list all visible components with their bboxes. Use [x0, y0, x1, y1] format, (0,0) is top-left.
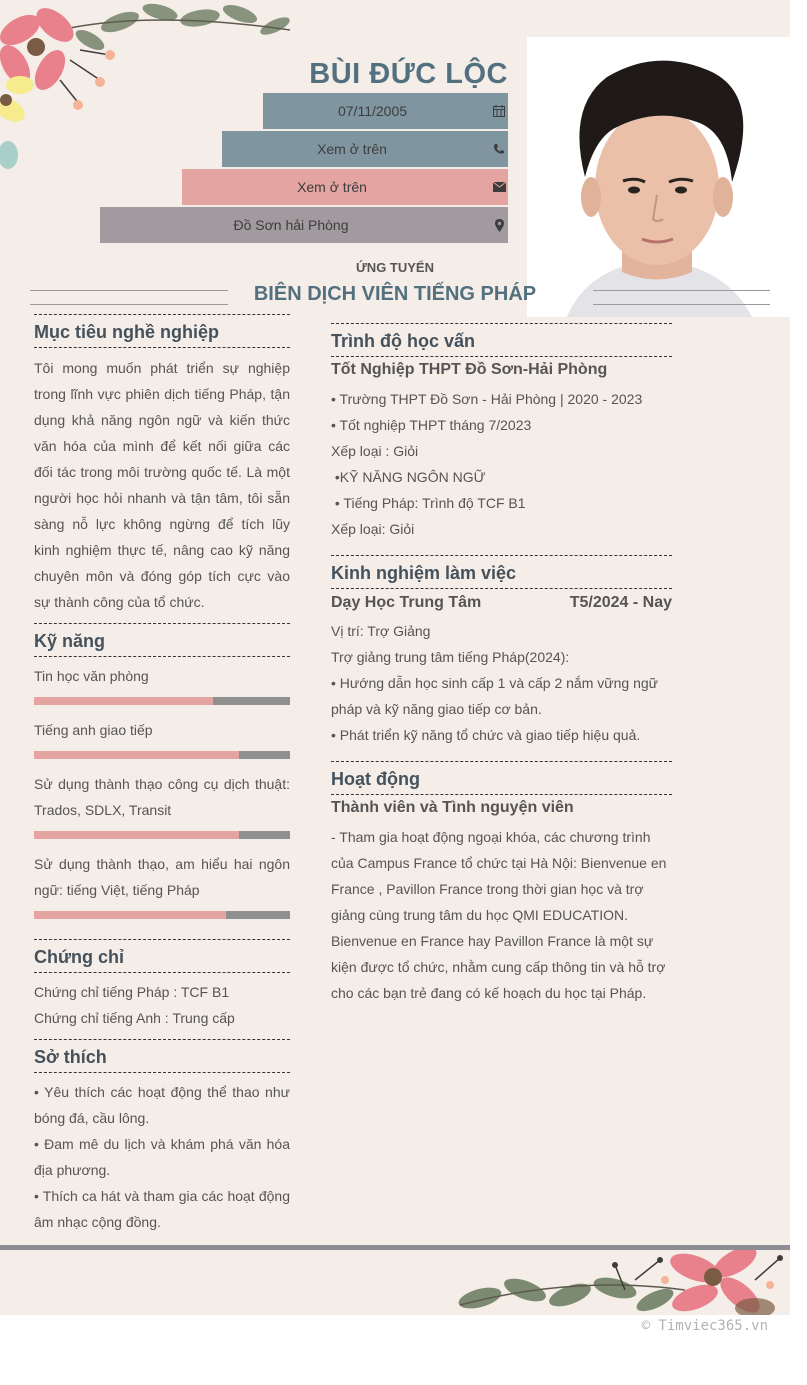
floral-decoration-bottom — [455, 1250, 790, 1315]
experience-period: T5/2024 - Nay — [569, 594, 672, 611]
education-line: •KỸ NĂNG NGÔN NGỮ — [331, 469, 486, 485]
address-bar — [100, 207, 508, 243]
watermark: © Timviec365.vn — [641, 1318, 768, 1334]
skill-bar-fill — [34, 697, 213, 705]
education-line: • Tốt nghiệp THPT tháng 7/2023 — [331, 417, 532, 433]
address-text: Đồ Sơn hải Phòng — [233, 217, 349, 233]
divider-left-2 — [30, 304, 228, 305]
education-heading: Trình độ học vấn — [331, 323, 672, 357]
hobby-item: • Thích ca hát và tham gia các hoạt động âm nhạc cộng đồng. — [34, 1188, 290, 1230]
skill-bar-fill — [34, 911, 226, 919]
candidate-name: BÙI ĐỨC LỘC — [309, 58, 508, 90]
hobby-item: • Đam mê du lịch và khám phá văn hóa địa phương. — [34, 1136, 290, 1178]
skills-heading: Kỹ năng — [34, 623, 290, 657]
skill-bar — [34, 831, 290, 839]
skill-label: Tiếng anh giao tiếp — [34, 722, 153, 738]
email-bar — [182, 169, 508, 205]
divider-right-2 — [593, 304, 770, 305]
phone-icon — [492, 142, 506, 156]
hobby-item: • Yêu thích các hoạt động thể thao như bóng đá, cầu lông. — [34, 1084, 290, 1126]
hobbies-list — [34, 1079, 290, 1235]
hobbies-heading: Sở thích — [34, 1039, 290, 1073]
skill-bar-fill — [34, 751, 239, 759]
experience-company: Dạy Học Trung Tâm — [331, 594, 482, 611]
experience-line: • Hướng dẫn học sinh cấp 1 và cấp 2 nắm vững ngữ pháp và kỹ năng giao tiếp cơ bản. — [331, 675, 659, 717]
certificate-item: Chứng chỉ tiếng Pháp : TCF B1 — [34, 984, 230, 1000]
experience-line: • Phát triển kỹ năng tổ chức và giao tiếp hiệu quả. — [331, 727, 641, 743]
experience-heading: Kinh nghiệm làm việc — [331, 555, 672, 589]
skill-bar — [34, 911, 290, 919]
birthday-text: 07/11/2005 — [337, 103, 408, 119]
certificate-item: Chứng chỉ tiếng Anh : Trung cấp — [34, 1010, 235, 1026]
calendar-icon — [492, 104, 506, 118]
apply-title: BIÊN DỊCH VIÊN TIẾNG PHÁP — [253, 283, 537, 305]
envelope-icon — [492, 180, 506, 194]
birthday-bar — [263, 93, 508, 129]
certificates-heading: Chứng chỉ — [34, 939, 290, 973]
activities-text: - Tham gia hoạt động ngoại khóa, các chương trình của Campus France tổ chức tại Hà Nội: Bienvenue en France , Pavillon France trong thời gian học và trợ giảng cùng trung tâm du học QMI EDUCATION. Bienvenue en France hay Pavillon France là một sự kiện được tổ chức, nhằm cung cấp thông tin và hỗ trợ cho các bạn trẻ đang có kế hoạch du học tại Pháp. — [331, 829, 667, 1001]
skill-label: Sử dụng thành thạo, am hiểu hai ngôn ngữ: tiếng Việt, tiếng Pháp — [34, 856, 290, 898]
email-text: Xem ở trên — [297, 179, 367, 195]
experience-details — [331, 618, 672, 748]
divider-left-1 — [30, 290, 228, 291]
education-details — [331, 386, 672, 542]
education-line: Xếp loại: Giỏi — [331, 521, 415, 537]
phone-text: Xem ở trên — [317, 141, 387, 157]
apply-label: ỨNG TUYỂN — [356, 260, 434, 275]
education-school: Tốt Nghiệp THPT Đồ Sơn-Hải Phòng — [331, 361, 608, 378]
activities-role: Thành viên và Tình nguyện viên — [331, 799, 574, 816]
skill-bar-fill — [34, 831, 239, 839]
education-line: • Tiếng Pháp: Trình độ TCF B1 — [331, 495, 526, 511]
experience-line: Vị trí: Trợ Giảng — [331, 623, 431, 639]
activities-heading: Hoạt động — [331, 761, 672, 795]
education-line: Xếp loại : Giỏi — [331, 443, 419, 459]
phone-bar — [222, 131, 508, 167]
map-marker-icon — [492, 218, 506, 232]
objective-heading: Mục tiêu nghề nghiệp — [34, 314, 290, 348]
education-line: • Trường THPT Đồ Sơn - Hải Phòng | 2020 - 2023 — [331, 391, 643, 407]
profile-photo — [527, 37, 790, 317]
objective-text: Tôi mong muốn phát triển sự nghiệp trong lĩnh vực phiên dịch tiếng Pháp, tận dụng khả năng ngôn ngữ và kiến thức văn hóa của mình để kết nối giữa các đối tác trong môi trường quốc tế. Là một người học hỏi nhanh và tận tâm, tôi sẵn sàng nỗ lực không ngừng để tích lũy kinh nghiệm thực tế, nâng cao kỹ năng chuyên môn và đóng góp tích cực vào sự thành công của tổ chức. — [34, 360, 290, 610]
skill-bar — [34, 751, 290, 759]
skill-label: Sử dụng thành thạo công cụ dịch thuật: Trados, SDLX, Transit — [34, 776, 290, 818]
skill-bar — [34, 697, 290, 705]
skill-label: Tin học văn phòng — [34, 668, 149, 684]
divider-right-1 — [593, 290, 770, 291]
experience-line: Trợ giảng trung tâm tiếng Pháp(2024): — [331, 649, 570, 665]
certificates-list — [34, 979, 290, 1031]
